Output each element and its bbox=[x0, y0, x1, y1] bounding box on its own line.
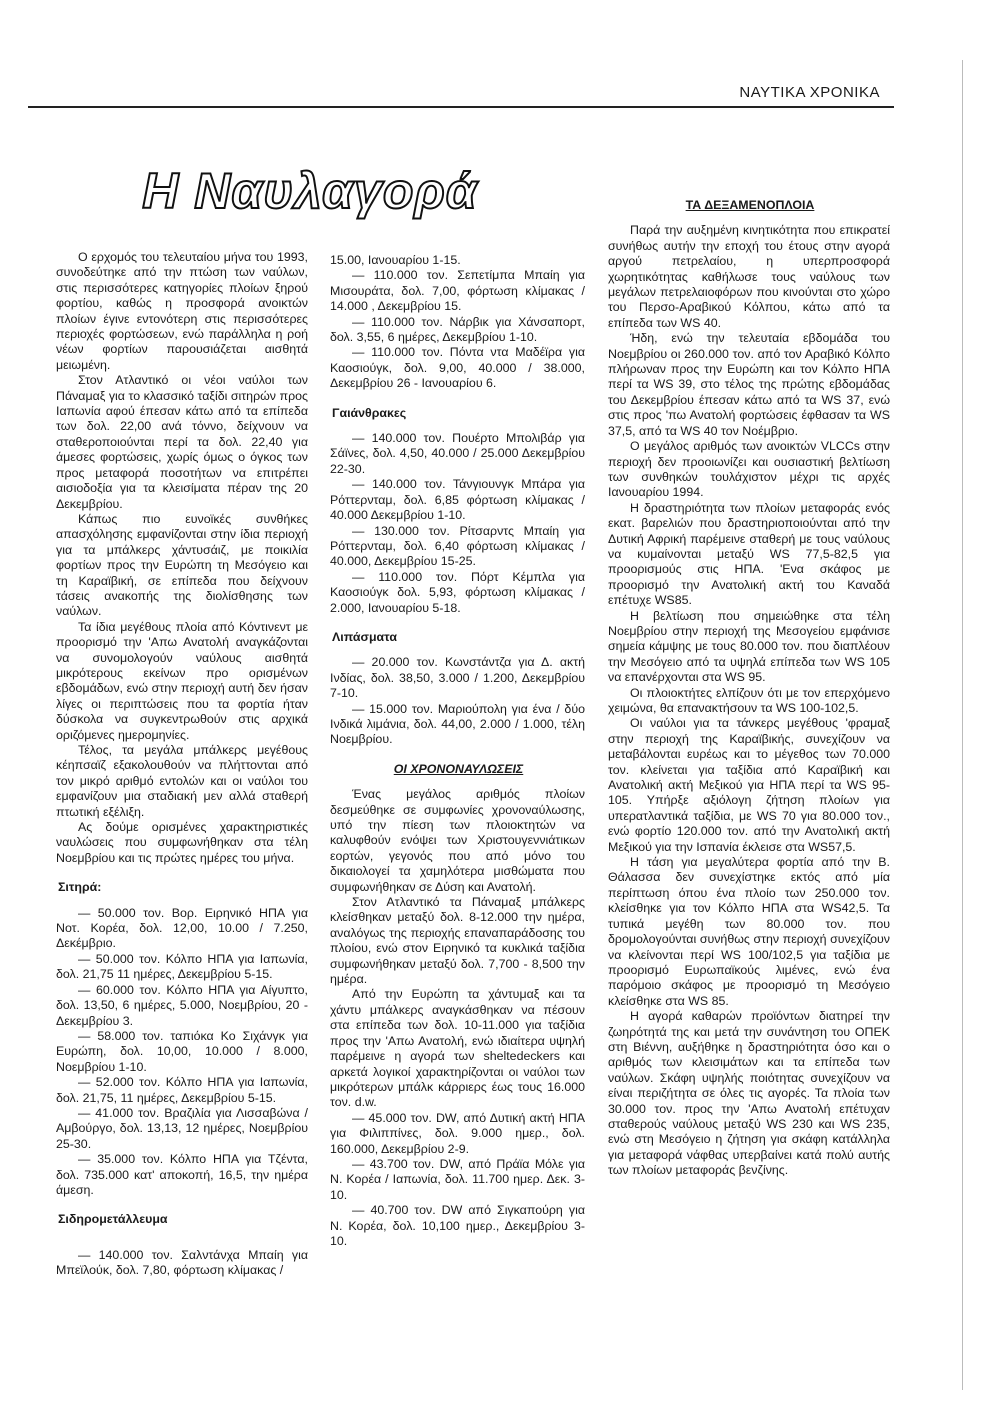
paragraph: Η βελτίωση που σημειώθηκε στα τέλη Νοεμβρίου στην περιοχή της Μεσογείου εμφάνισε σημεία κάμψης με τους 80.000 τον. που διαπλέουν την Μεσόγειο από τα υψηλά επίπεδα των WS 105 να επανέρχονται στα WS 95. bbox=[608, 608, 890, 685]
fixture-item: — 140.000 τον. Πουέρτο Μπολιβάρ για Σάϊνες, δολ. 4,50, 40.000 / 25.000 Δεκεμβρίου 22-30. bbox=[330, 431, 585, 476]
fixture-item: — 35.000 τον. Κόλπο ΗΠΑ για Τζέντα, δολ. 735.000 κατ' αποκοπή, 16,5, την ημέρα άμεση. bbox=[56, 1152, 308, 1197]
section-heading-timecharters: ΟΙ ΧΡΟΝΟΝΑΥΛΩΣΕΙΣ bbox=[393, 761, 524, 776]
paragraph: Ο μεγάλος αριθμός των ανοικτών VLCCs στην περιοχή δεν προοιωνίζει και ουσιαστική βελτίωση των συνθηκών τουλάχιστον μέχρι τις αρχές Ιανουαρίου 1994. bbox=[608, 439, 890, 500]
fixture-item: — 58.000 τον. ταπιόκα Κο Σιχάνγκ για Ευρώπη, δολ. 10,00, 10.000 / 8.000, Νοεμβρίου 1-10. bbox=[56, 1028, 308, 1074]
fixture-item: — 45.000 τον. DW, από Δυτική ακτή ΗΠΑ για Φιλιππίνες, δολ. 9.000 ημερ., δολ. 160.000, Δεκεμβρίου 2-9. bbox=[330, 1110, 585, 1156]
paragraph: Στον Ατλαντικό τα Πάναμαξ μπάλκερς κλείσθηκαν μεταξύ δολ. 8-12.000 την ημέρα, αναλόγως της περιοχής επαναπαράδοσης του πλοίου, ενώ στον Ειρηνικό τα κυκλικά ταξίδια συμφωνήθηκαν μεταξύ δολ. 7,700 - 8,500 την ημέρα. bbox=[330, 895, 585, 987]
magazine-name: ΝΑΥΤΙΚΑ ΧΡΟΝΙΚΑ bbox=[739, 84, 880, 101]
fixture-item: — 43.700 τον. DW, από Πράϊα Μόλε για Ν. Κορέα / Ιαπωνία, δολ. 11.700 ημερ. Δεκ. 3-10. bbox=[330, 1156, 585, 1202]
section-heading-ore: Σιδηρομετάλλευμα bbox=[58, 1212, 168, 1227]
paragraph: Στον Ατλαντικό οι νέοι ναύλοι των Πάναμαξ για το κλασσικό ταξίδι σιτηρών προς Ιαπωνία αφού έπεσαν κάτω από τα επίπεδα των δολ. 22,00 ανά τόννο, δείχνουν να σταθεροποιούνται περί τα δολ. 22,40 για άμεσες φορτώσεις, χωρίς όμως ο όγκος των προς μεταφορά ποσοτήτων να επιτρέπει αισιοδοξία για τα κλεισίματα πέραν της 20 Δεκεμβρίου. bbox=[56, 373, 308, 511]
column-1 bbox=[56, 250, 308, 1279]
fixture-item: — 130.000 τον. Ρίτσαρντς Μπαίη για Ρόττερνταμ, δολ. 6,40 φόρτωση κλίμακας / 40.000, Δεκεμβρίου 15-25. bbox=[330, 523, 585, 569]
fixture-item: — 40.700 τον. DW από Σιγκαπούρη για Ν. Κορέα, δολ. 10,100 ημερ., Δεκεμβρίου 3-10. bbox=[330, 1203, 585, 1248]
fixture-item: — 52.000 τον. Κόλπο ΗΠΑ για Ιαπωνία, δολ. 21,75, 11 ημέρες, Δεκεμβρίου 5-15. bbox=[56, 1075, 308, 1105]
section-heading-fertilizers: Λιπάσματα bbox=[332, 629, 397, 644]
paragraph: Από την Ευρώπη τα χάντυμαξ και τα χάντυ μπάλκερς αναγκάσθηκαν να πέσουν στα επίπεδα των δολ. 10-11.000 για ταξίδια προς την 'Απω Ανατολή, ενώ ιδιαίτερα υψηλή παρέμεινε η αγορά των sheltedeckers και αρκετά λογικοί χαρακτηρίζονται οι ναύλοι των μικρότερων μπάλκ κάρριερς έως τους 16.000 τον. d.w. bbox=[330, 987, 585, 1110]
fixture-item: — 110.000 τον. Σεπετίμπα Μπαίη για Μισουράτα, δολ. 7,00, φόρτωση κλίμακας / 14.000 , Δεκεμβρίου 15. bbox=[330, 268, 585, 314]
fixture-item: — 50.000 τον. Βορ. Ειρηνικό ΗΠΑ για Νοτ. Κορέα, δολ. 12,00, 10.00 / 7.250, Δεκέμβριο. bbox=[56, 905, 308, 951]
paragraph: Παρά την αυξημένη κινητικότητα που επικρατεί συνήθως αυτήν την εποχή του έτους στην αγορά αργού πετρελαίου, η υπερπροσφορά χωρητικότητας καθήλωσε τους ναύλους των μεγάλων πετρελαιοφόρων που κινούνται στο χώρο του Περσο-Αραβικού Κόλπου, κάτω από τα επίπεδα των WS 40. bbox=[608, 223, 890, 330]
paragraph: Ο ερχομός του τελευταίου μήνα του 1993, συνοδεύτηκε από την πτώση των ναύλων, στις περισσότερες κατηγορίες πλοίων ξηρού φορτίου, καθώς η προσφορά ανοικτών πλοίων έγινε εντονότερη στις περισσότερες περιοχές φορτώσεων, ενώ παράλληλα η ροή νέων φορτίων παρουσιάζεται αισθητά μειωμένη. bbox=[56, 250, 308, 372]
fixture-item: — 110.000 τον. Πόντα ντα Μαδέϊρα για Καοσιούγκ, δολ. 9,00, 40.000 / 38.000, Δεκεμβρίου 26 - Ιανουαρίου 6. bbox=[330, 345, 585, 391]
fixture-item: — 140.000 τον. Σαλντάνχα Μπαίη για Μπεϊλούκ, δολ. 7,80, φόρτωση κλίμακας / bbox=[56, 1247, 308, 1278]
column-3 bbox=[608, 198, 890, 1179]
paragraph: Η αγορά καθαρών προϊόντων διατηρεί την ζωηρότητά της και μετά την συνάντηση του ΟΠΕΚ στη Βιέννη, αυξήθηκε η δραστηριότητα όσο και ο αριθμός των κλεισιμάτων και τα επίπεδα των ναύλων. Σκάφη υψηλής ποιότητας συνεχίζουν να είναι περιζήτητα σε όλες τις αγορές. Τα πλοία των 30.000 τον. προς την 'Απω Ανατολή επέτυχαν σταθερούς ναύλους μεταξύ WS 230 και WS 235, ενώ στη Μεσόγειο η ζήτηση για σκάφη κατάλληλα για μεταφορά νάφθας υπερβαίνει κατά πολύ αυτής των πλοίων μεταφοράς βενζίνης. bbox=[608, 1009, 890, 1178]
fixture-item: — 15.000 τον. Μαριούπολη για ένα / δύο Ινδικά λιμάνια, δολ. 44,00, 2.000 / 1.000, τέλη Νοεμβρίου. bbox=[330, 701, 585, 747]
fixture-item: — 110.000 τον. Πόρτ Κέμπλα για Καοσιούγκ δολ. 5,93, φόρτωση κλίμακας / 2.000, Ιανουαρίου 5-18. bbox=[330, 569, 585, 615]
fixture-item: — 60.000 τον. Κόλπο ΗΠΑ για Αίγυπτο, δολ. 13,50, 6 ημέρες, 5.000, Νοεμβρίου, 20 - Δεκεμβρίου 3. bbox=[56, 982, 308, 1028]
article-title: Η Ναυλαγορά bbox=[142, 163, 478, 219]
paragraph: Η δραστηριότητα των πλοίων μεταφοράς ενός εκατ. βαρελιών που δραστηριοποιούνται από την Δυτική Αφρική παρέμεινε σταθερή με τους ναύλους να κυμαίνονται μεταξύ WS 77,5-82,5 για προορισμούς στις ΗΠΑ. 'Ενα σκάφος με προορισμό την Ανατολική ακτή του Καναδά επέτυχε WS85. bbox=[608, 500, 890, 608]
paragraph: Τέλος, τα μεγάλα μπάλκερς μεγέθους κέηπσαϊζ εξακολουθούν να πλήττονται από τον μικρό αριθμό εντολών και οι ναύλοι του εμφανίζουν μια σταδιακή μεν αλλά σταθερή πτωτική εξέλιξη. bbox=[56, 743, 308, 819]
section-heading-tankers: ΤΑ ΔΕΞΑΜΕΝΟΠΛΟΙΑ bbox=[685, 198, 815, 212]
paragraph: Οι πλοιοκτήτες ελπίζουν ότι με τον επερχόμενο χειμώνα, θα επανακτήσουν τα WS 100-102,5. bbox=[608, 685, 890, 715]
fixture-item: — 20.000 τον. Κωνστάντζα για Δ. ακτή Ινδίας, δολ. 38,50, 3.000 / 1.200, Δεκεμβρίου 7-10. bbox=[330, 655, 585, 701]
header-rule bbox=[28, 106, 894, 108]
section-heading-coal: Γαιάνθρακες bbox=[332, 405, 407, 420]
paragraph: Ένας μεγάλος αριθμός πλοίων δεσμεύθηκε σε συμφωνίες χρονοναύλωσης, υπό την πίεση των πλοιοκτητών να καλυφθούν ενόψει των Χριστουγεννιάτικων εορτών, γεγονός που από μόνο του δικαιολογεί τα χαμηλότερα μισθώματα που συμφωνήθηκαν σε Δύση και Ανατολή. bbox=[330, 787, 585, 894]
paragraph: Οι ναύλοι για τα τάνκερς μεγέθους 'φραμαξ στην περιοχή της Καραϊβικής, συνεχίζουν να μεταβάλονται ευρέως και το μέγεθος των 70.000 τον. κλείνεται για ταξίδια από Καραϊβική και Ανατολική ακτή Μεξικού για ΗΠΑ περί τα WS 95-105. Υπήρξε αξιόλογη ζήτηση πλοίων για υπερατλαντικά ταξίδια, με WS 70 για 80.000 τον., ενώ φορτίο 120.000 τον. από την Ανατολική ακτή Μεξικού για την Ισπανία έκλεισε στα WS57,5. bbox=[608, 716, 890, 854]
paragraph: Ας δούμε ορισμένες χαρακτηριστικές ναυλώσεις που συμφωνήθηκαν στα τέλη Νοεμβρίου και τις πρώτες ημέρες του μήνα. bbox=[56, 820, 308, 865]
column-2 bbox=[330, 253, 585, 1249]
fixture-item: — 140.000 τον. Τάνγιουνγκ Μπάρα για Ρόττερνταμ, δολ. 6,85 φόρτωση κλίμακας / 40.000 Δεκεμβρίου 1-10. bbox=[330, 477, 585, 523]
paragraph: Τα ίδια μεγέθους πλοία από Κόντινεντ με προορισμό την 'Απω Ανατολή αναγκάζονται να συνομολογούν ναύλους αισθητά μικρότερους εκείνων προ ορισμένων εβδομάδων, ενώ στην περιοχή αυτή δεν ήσαν λίγες οι περιπτώσεις που τα φορτία ήταν δύσκολα να συγκεντρωθούν στις αρχικά οριζόμενες ημερομηνίες. bbox=[56, 619, 308, 742]
fixture-item: — 41.000 τον. Βραζιλία για Λισσαβώνα / Αμβούργο, δολ. 13,13, 12 ημέρες, Νοεμβρίου 25-30. bbox=[56, 1105, 308, 1151]
page-edge bbox=[962, 60, 963, 1390]
paragraph: Κάπως πιο ευνοϊκές συνθήκες απασχόλησης εμφανίζονται στην ίδια περιοχή για τα μπάλκερς χάντυσάιζ, με ποικιλία φορτίων προς την Ευρώπη τη Μεσόγειο και τη Καραϊβική, σε επίπεδα που δείχνουν τάσεις ανακοπής της διολίσθησης των ναύλων. bbox=[56, 511, 308, 619]
fixture-item: — 50.000 τον. Κόλπο ΗΠΑ για Ιαπωνία, δολ. 21,75 11 ημέρες, Δεκεμβρίου 5-15. bbox=[56, 951, 308, 982]
fixture-item: 15.00, Ιανουαρίου 1-15. bbox=[330, 253, 461, 267]
paragraph: Η τάση για μεγαλύτερα φορτία από την Β. Θάλασσα δεν συνεχίστηκε εκτός από μία περίπτωση όπου ένα πλοίο των 250.000 τον. κλείσθηκε για τον Κόλπο ΗΠΑ στα WS42,5. Τα τυπικά μεγέθη των 80.000 τον. που δρομολογούνται συνήθως στην περιοχή συνεχίζουν να κλείνονται περί WS 100/102,5 για ταξίδια με προορισμό Ευρωπαϊκούς λιμένες, ενώ ένα παρόμοιο σκάφος με προορισμό τη Μεσόγειο κλείσθηκε στα WS 85. bbox=[608, 855, 890, 1008]
fixture-item: — 110.000 τον. Νάρβικ για Χάνσαπορτ, δολ. 3,55, 6 ημέρες, Δεκεμβρίου 1-10. bbox=[330, 314, 585, 345]
section-heading-grain: Σιτηρά: bbox=[58, 880, 102, 895]
paragraph: Ήδη, ενώ την τελευταία εβδομάδα του Νοεμβρίου οι 260.000 τον. από τον Αραβικό Κόλπο πλήρωναν προς την Ευρώπη και τον Κόλπο ΗΠΑ περί τα WS 39, στο τέλος της πρώτης εβδομάδας του Δεκεμβρίου έπεσαν κάτω από τα WS 37, ενώ στις προς 'πω Ανατολή φορτώσεις έφθασαν τα WS 37,5, από τα WS 40 τον Νοέμβριο. bbox=[608, 331, 890, 438]
